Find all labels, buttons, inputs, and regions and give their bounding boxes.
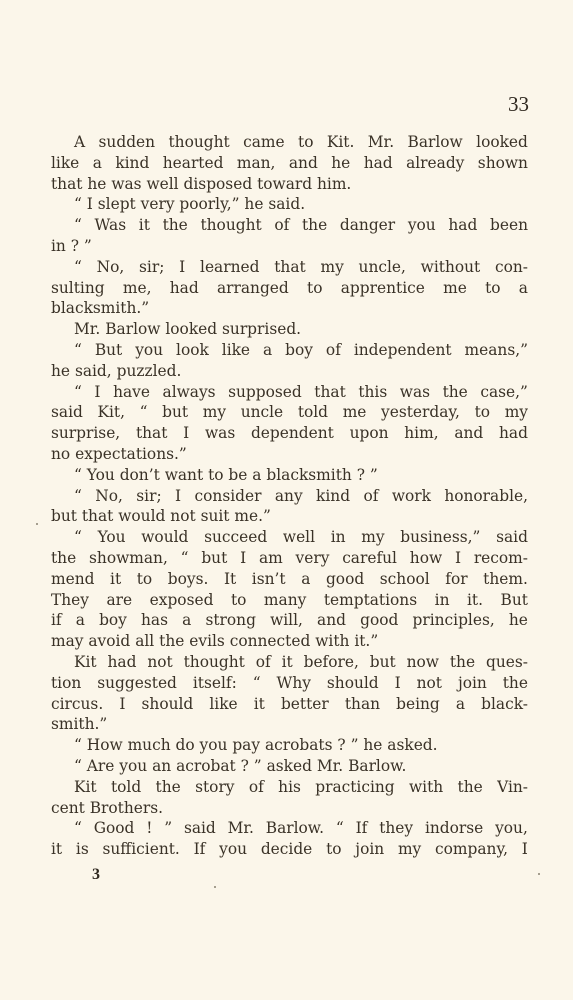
- text-line: the showman, “ but I am very careful how I recom-: [51, 548, 528, 567]
- text-line: “ No, sir; I learned that my uncle, without con-: [74, 257, 528, 276]
- text-line: smith.”: [51, 715, 108, 734]
- text-line: Kit told the story of his practicing with the Vin-: [74, 777, 528, 796]
- text-line: but that would not suit me.”: [51, 507, 271, 526]
- text-line: A sudden thought came to Kit. Mr. Barlow looked: [74, 133, 528, 151]
- text-line: if a boy has a strong will, and good principles, he: [51, 611, 528, 630]
- text-line: “ No, sir; I consider any kind of work honorable,: [74, 486, 528, 505]
- body-text: [51, 132, 528, 860]
- text-line: blacksmith.”: [51, 299, 150, 318]
- text-line: circus. I should like it better than being a black-: [51, 694, 528, 713]
- text-line: “ You would succeed well in my business,” said: [74, 528, 528, 547]
- text-line: may avoid all the evils connected with it.”: [51, 632, 379, 651]
- text-line: that he was well disposed toward him.: [51, 174, 352, 193]
- text-line: he said, puzzled.: [51, 361, 182, 380]
- text-line: “ Are you an acrobat ? ” asked Mr. Barlow.: [74, 756, 407, 775]
- signature-mark: 3: [92, 866, 100, 883]
- text-line: no expectations.”: [51, 444, 187, 463]
- text-line: in ? ”: [51, 236, 92, 255]
- text-line: “ Was it the thought of the danger you had been: [74, 216, 528, 235]
- text-line: “ Good ! ” said Mr. Barlow. “ If they indorse you,: [74, 819, 528, 838]
- text-line: cent Brothers.: [51, 798, 164, 817]
- text-line: Mr. Barlow looked surprised.: [74, 320, 302, 339]
- text-line: “ You don’t want to be a blacksmith ? ”: [74, 465, 378, 484]
- print-speck: [36, 523, 38, 525]
- text-line: surprise, that I was dependent upon him, and had: [51, 424, 528, 443]
- text-line: “ How much do you pay acrobats ? ” he asked.: [74, 736, 438, 755]
- text-line: tion suggested itself: “ Why should I not join the: [51, 673, 528, 692]
- print-speck: [538, 873, 540, 875]
- page-number: 33: [508, 92, 529, 116]
- text-line: Kit had not thought of it before, but now the ques-: [74, 652, 528, 671]
- text-line: “ I slept very poorly,” he said.: [74, 195, 306, 214]
- text-line: mend it to boys. It isn’t a good school for them.: [51, 569, 528, 588]
- text-line: like a kind hearted man, and he had already shown: [51, 153, 528, 172]
- text-line: said Kit, “ but my uncle told me yesterday, to my: [51, 403, 528, 422]
- text-line: “ I have always supposed that this was the case,”: [74, 382, 528, 401]
- text-line: “ But you look like a boy of independent means,”: [74, 340, 528, 359]
- text-line: it is sufficient. If you decide to join my company, I: [51, 840, 528, 859]
- text-line: They are exposed to many temptations in it. But: [51, 590, 528, 609]
- text-line: sulting me, had arranged to apprentice me to a: [51, 278, 528, 297]
- print-speck: [214, 886, 216, 888]
